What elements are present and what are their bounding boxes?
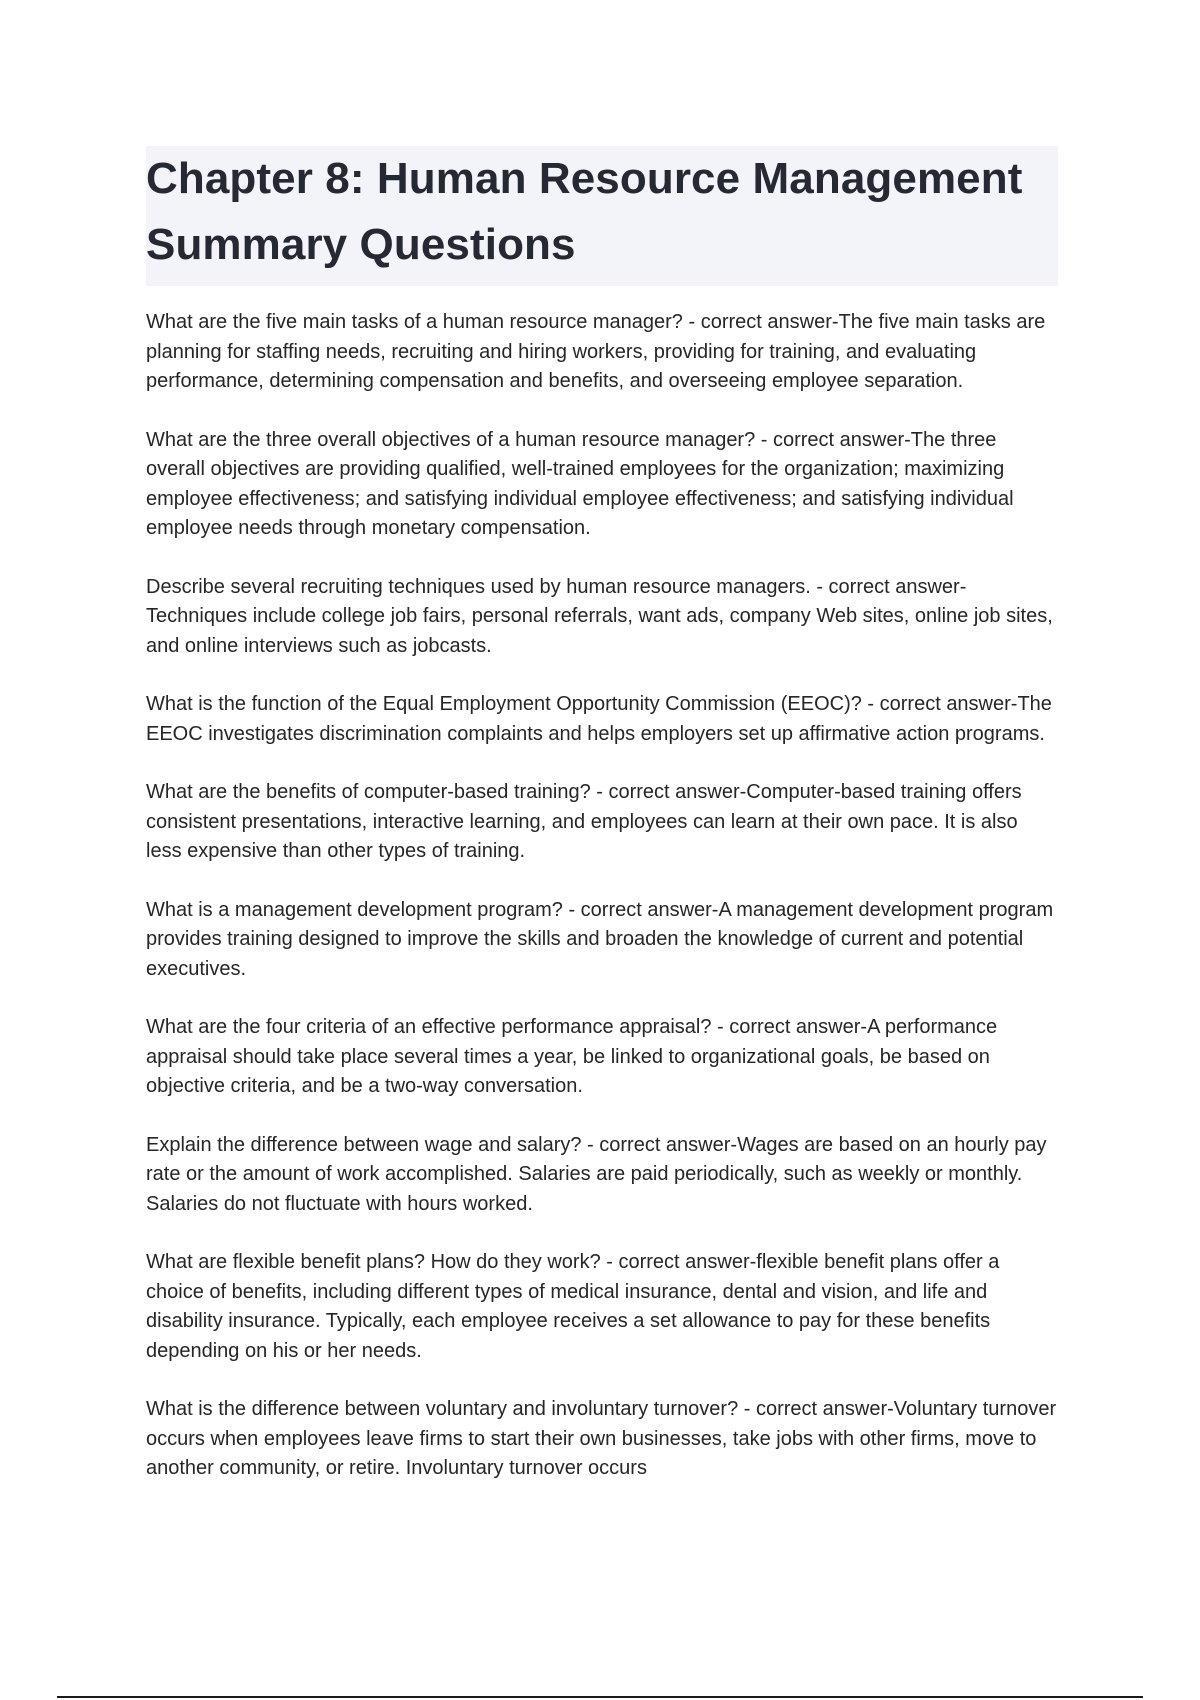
- document-page: [146, 146, 1058, 1513]
- qa-item: What are the three overall objectives of a human resource manager? - correct answer-The three overall objectives are providing qualified, well-trained employees for the organization; maximizing employee effectiveness; and satisfying individual employee effectiveness; and satisfying individual employee needs through monetary compensation.: [146, 428, 1014, 539]
- qa-item: What are flexible benefit plans? How do they work? - correct answer-flexible benefit plans offer a choice of benefits, including different types of medical insurance, dental and vision, and life and disability insurance. Typically, each employee receives a set allowance to pay for these benefits depending on his or her needs.: [146, 1251, 1000, 1362]
- qa-item: What is the function of the Equal Employment Opportunity Commission (EEOC)? - correct answer-The EEOC investigates discrimination complaints and helps employers set up affirmative action programs.: [146, 693, 1052, 745]
- qa-item: What are the four criteria of an effective performance appraisal? - correct answer-A performance appraisal should take place several times a year, be linked to organizational goals, be based on objective criteria, and be a two-way conversation.: [146, 1016, 998, 1097]
- qa-item: What are the benefits of computer-based training? - correct answer-Computer-based training offers consistent presentations, interactive learning, and employees can learn at their own pace. It is also less expensive than other types of training.: [146, 781, 1022, 862]
- qa-item: What is the difference between voluntary and involuntary turnover? - correct answer-Voluntary turnover occurs when employees leave firms to start their own businesses, take jobs with other firms, move to another community, or retire. Involuntary turnover occurs: [146, 1398, 1057, 1479]
- qa-item: What is a management development program? - correct answer-A management development program provides training designed to improve the skills and broaden the knowledge of current and potential executives.: [146, 898, 1054, 980]
- title-block: [146, 146, 1058, 286]
- footer-divider: [57, 1696, 1143, 1698]
- qa-item: Describe several recruiting techniques used by human resource managers. - correct answer-Techniques include college job fairs, personal referrals, want ads, company Web sites, online job sites, and online interviews such as jobcasts.: [146, 575, 1053, 657]
- qa-item: Explain the difference between wage and salary? - correct answer-Wages are based on an hourly pay rate or the amount of work accomplished. Salaries are paid periodically, such as weekly or monthly. Salaries do not fluctuate with hours worked.: [146, 1133, 1047, 1215]
- page-title: Chapter 8: Human Resource Management Summary Questions: [146, 154, 1023, 269]
- qa-item: What are the five main tasks of a human resource manager? - correct answer-The five main tasks are planning for staffing needs, recruiting and hiring workers, providing for training, and evaluating performance, determining compensation and benefits, and overseeing employee separation.: [146, 311, 1046, 392]
